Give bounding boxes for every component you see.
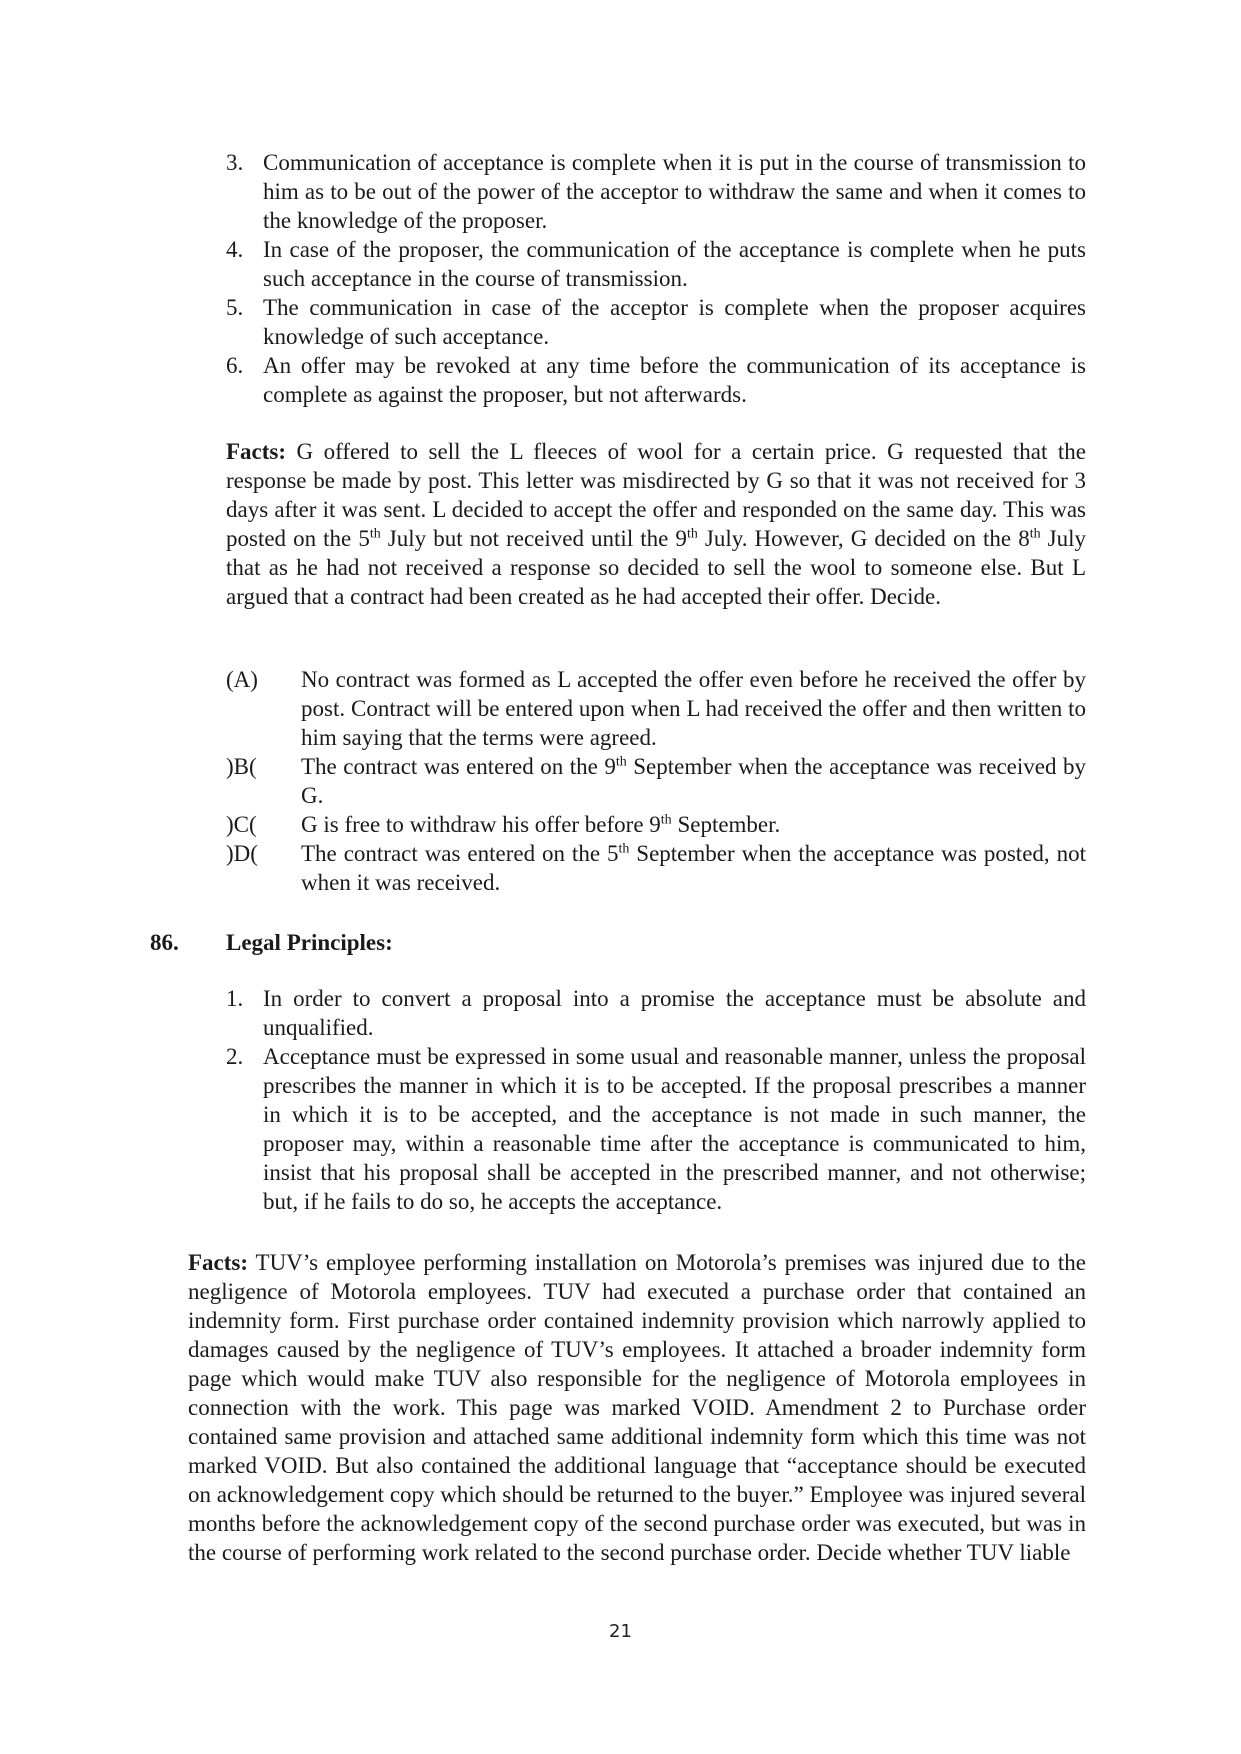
facts-text: July that as he had not received a response so decided to sell the wool to someone else. But L argued that a contract had been created as he had accepted their offer. Decide. (226, 526, 1086, 609)
list-item-number: 6. (226, 353, 244, 378)
question-title: Legal Principles: (226, 930, 393, 955)
option-text-part: September when the acceptance was received by G. (301, 754, 1086, 808)
option-text (301, 810, 1086, 839)
list-item-number: 1. (226, 986, 244, 1011)
option-text-part: The contract was entered on the 9 (301, 754, 616, 779)
ordinal-suffix: th (1029, 526, 1041, 542)
facts-text: TUV’s employee performing installation on Motorola’s premises was injured due to the negligence of Motorola employees. TUV had executed a purchase order that contained an indemnity form. First purchase order contained indemnity provision which narrowly applied to damages caused by the negligence of TUV’s employees. It attached a broader indemnity form page which would make TUV also responsible for the negligence of Motorola employees in connection with the work. This page was marked VOID. Amendment 2 to Purchase order contained same provision and attached same additional indemnity form which this time was not marked VOID. But also contained the additional language that “acceptance should be executed on acknowledgement copy which should be returned to the buyer.” Employee was injured several months before the acknowledgement copy of the second purchase order was executed, but was in the course of performing work related to the second purchase order. Decide whether TUV liable (188, 1250, 1086, 1565)
option-text-part: G is free to withdraw his offer before 9 (301, 812, 661, 837)
list-item (226, 984, 1086, 1042)
list-item-text: The communication in case of the acceptor is complete when the proposer acquires knowledge of such acceptance. (263, 295, 1086, 349)
list-item (226, 148, 1086, 235)
option-label: )D( (226, 841, 258, 866)
ordinal-suffix: th (369, 526, 381, 542)
list-item-text: In order to convert a proposal into a promise the acceptance must be absolute and unqualified. (263, 986, 1086, 1040)
page-number: 21 (609, 1621, 632, 1642)
list-item-number: 2. (226, 1044, 244, 1069)
facts-paragraph-wool (226, 437, 1086, 611)
facts-text: July but not received until the 9 (380, 526, 687, 551)
list-item (226, 351, 1086, 409)
list-item-number: 5. (226, 295, 244, 320)
list-item-text: Acceptance must be expressed in some usual and reasonable manner, unless the proposal prescribes the manner in which it is to be accepted. If the proposal prescribes a manner in which it is to be accepted, and the acceptance is not made in such manner, the proposer may, within a reasonable time after the acceptance is communicated to him, insist that his proposal shall be accepted in the prescribed manner, and not otherwise; but, if he fails to do so, he accepts the acceptance. (263, 1044, 1086, 1214)
list-item-text: An offer may be revoked at any time before the communication of its acceptance is complete as against the proposer, but not afterwards. (263, 353, 1086, 407)
option-text-part: September. (671, 812, 781, 837)
list-item (226, 235, 1086, 293)
answer-options-list (226, 665, 1086, 897)
facts-text: July. However, G decided on the 8 (697, 526, 1030, 551)
option-label: (A) (226, 667, 258, 692)
option-text-part: The contract was entered on the 5 (301, 841, 619, 866)
answer-option-d (226, 839, 1086, 897)
ordinal-suffix: th (660, 812, 672, 828)
list-item-number: 3. (226, 150, 244, 175)
list-item-text: Communication of acceptance is complete when it is put in the course of transmission to him as to be out of the power of the acceptor to withdraw the same and when it comes to the knowledge of the proposer. (263, 150, 1086, 233)
facts-text: G offered to sell the L fleeces of wool for a certain price. G requested that the response be made by post. This letter was misdirected by G so that it was not received for 3 days after it was sent. L decided to accept the offer and responded on the same day. This was posted on the 5 (226, 439, 1086, 551)
option-label: )B( (226, 754, 257, 779)
list-item (226, 1042, 1086, 1216)
facts-label: Facts: (188, 1250, 249, 1275)
facts-paragraph-tuv (188, 1248, 1086, 1567)
answer-option-b (226, 752, 1086, 810)
option-text-part: No contract was formed as L accepted the offer even before he received the offer by post. Contract will be entered upon when L had received the offer and then written to him saying that the terms were agreed. (301, 667, 1086, 750)
ordinal-suffix: th (686, 526, 698, 542)
legal-principles-list (226, 984, 1086, 1216)
option-text (301, 752, 1086, 810)
list-item-number: 4. (226, 237, 244, 262)
option-text-part: September when the acceptance was posted, not when it was received. (301, 841, 1086, 895)
question-number: 86. (150, 930, 179, 955)
list-item (226, 293, 1086, 351)
option-label: )C( (226, 812, 257, 837)
answer-option-c (226, 810, 1086, 839)
option-text (301, 839, 1086, 897)
ordinal-suffix: th (618, 841, 630, 857)
ordinal-suffix: th (615, 754, 627, 770)
answer-option-a (226, 665, 1086, 752)
option-text (301, 665, 1086, 752)
list-item-text: In case of the proposer, the communication of the acceptance is complete when he puts such acceptance in the course of transmission. (263, 237, 1086, 291)
facts-label: Facts: (226, 439, 287, 464)
legal-principles-list-continued (226, 148, 1086, 409)
